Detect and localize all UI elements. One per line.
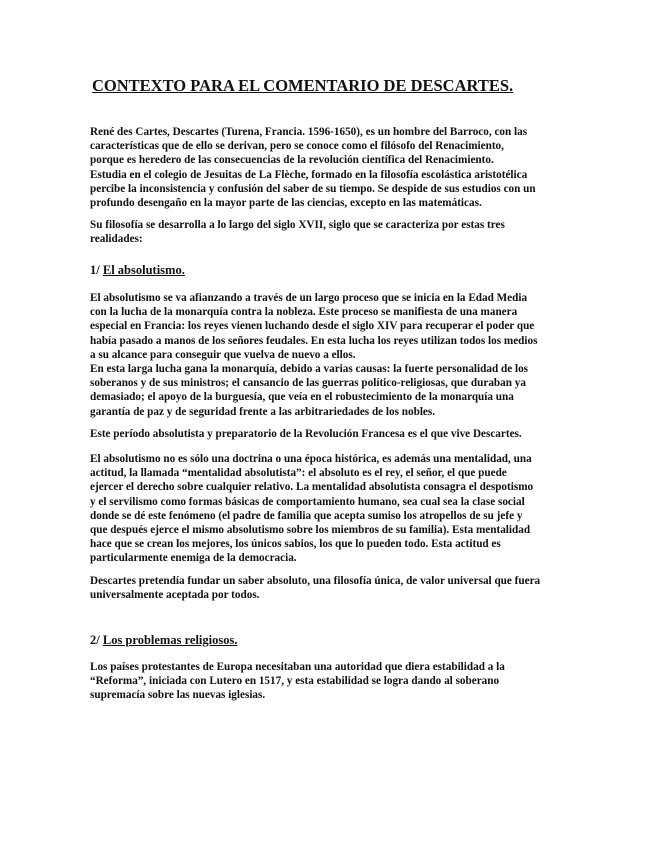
intro-line: porque es heredero de las consecuencias de la revolución científica del Renacimiento. [90,154,494,167]
century-line: Su filosofía se desarrolla a lo largo del siglo XVII, siglo que se caracteriza por estas tres [90,219,505,231]
paragraph-line: hace que se crean los mejores, los únicos sabios, los que lo pueden todo. Esta actitud es [90,538,501,551]
section-number: 2/ [90,633,100,647]
paragraph-line: supremacía sobre las nuevas iglesias. [90,689,266,702]
paragraph-line: soberanos y de sus ministros; el cansancio de las guerras político-religiosas, que duraban ya [90,377,526,390]
century-line: realidades: [90,233,143,246]
century-paragraph [90,218,570,246]
paragraph-line: demasiado; el apoyo de la burguesía, que veía en el robustecimiento de la monarquía una [90,391,514,404]
absolutismo-paragraph-2 [90,427,570,441]
intro-line: René des Cartes, Descartes (Turena, Francia. 1596-1650), es un hombre del Barroco, con las [90,126,528,138]
intro-paragraph [90,125,570,210]
absolutismo-paragraph-3 [90,452,570,566]
paragraph-line: a su alcance para conseguir que vuelva de nuevo a ellos. [90,348,356,361]
section-title: Los problemas religiosos. [102,633,238,647]
intro-line: características que de ello se derivan, pero se conoce como el filósofo del Renacimiento, [90,140,504,153]
intro-line: percibe la inconsistencia y confusión del saber de su tiempo. Se despide de sus estudios con un [90,182,536,195]
section-heading-absolutismo [90,263,185,278]
paragraph-line: Este período absolutista y preparatorio de la Revolución Francesa es el que vive Descartes. [90,428,522,440]
paragraph-line: donde se dé este fenómeno (el padre de familia que acepta sumiso los atropellos de su jefe y [90,509,523,522]
section-title: El absolutismo. [102,263,185,277]
paragraph-line: ejercer el derecho sobre cualquier relativo. La mentalidad absolutista consagra el despotismo [90,481,534,494]
document-title: CONTEXTO PARA EL COMENTARIO DE DESCARTES. [92,76,514,95]
intro-line: Estudia en el colegio de Jesuitas de La Flèche, formado en la filosofía escolástica aristotélica [90,168,528,181]
paragraph-line: “Reforma”, iniciada con Lutero en 1517, y esta estabilidad se logra dando al soberano [90,675,500,688]
section-number: 1/ [90,263,100,277]
paragraph-line: particularmente enemiga de la democracia. [90,552,297,565]
paragraph-line: garantía de paz y de seguridad frente a las arbitrariedades de los nobles. [90,405,436,418]
absolutismo-paragraph-4 [90,574,570,602]
paragraph-line: universalmente aceptada por todos. [90,589,260,602]
paragraph-line: El absolutismo se va afianzando a través de un largo proceso que se inicia en la Edad Media [90,292,528,304]
intro-line: profundo desengaño en la mayor parte de las ciencias, excepto en las matemáticas. [90,197,482,210]
paragraph-line: En esta larga lucha gana la monarquía, debido a varias causas: la fuerte personalidad de los [90,363,529,376]
religiosos-paragraph-1 [90,660,570,703]
paragraph-line: actitud, la llamada “mentalidad absolutista”: el absoluto es el rey, el señor, el que puede [90,467,507,480]
absolutismo-paragraph-1 [90,291,570,419]
paragraph-line: Los países protestantes de Europa necesitaban una autoridad que diera estabilidad a la [90,661,505,673]
paragraph-line: especial en Francia: los reyes vienen luchando desde el siglo XIV para recuperar el poder que [90,320,535,333]
paragraph-line: había pasado a manos de los señores feudales. En esta lucha los reyes utilizan todos los medios [90,334,538,347]
section-heading-religiosos [90,633,237,648]
paragraph-line: El absolutismo no es sólo una doctrina o una época histórica, es además una mentalidad, una [90,453,532,465]
paragraph-line: con la lucha de la monarquía contra la nobleza. Este proceso se manifiesta de una manera [90,306,518,319]
paragraph-line: que después ejerce el mismo absolutismo sobre los miembros de su familia). Esta mentalidad [90,524,531,537]
paragraph-line: Descartes pretendía fundar un saber absoluto, una filosofía única, de valor universal que fuera [90,575,541,587]
paragraph-line: y el servilismo como formas básicas de comportamiento humano, sea cual sea la clase social [90,495,525,508]
